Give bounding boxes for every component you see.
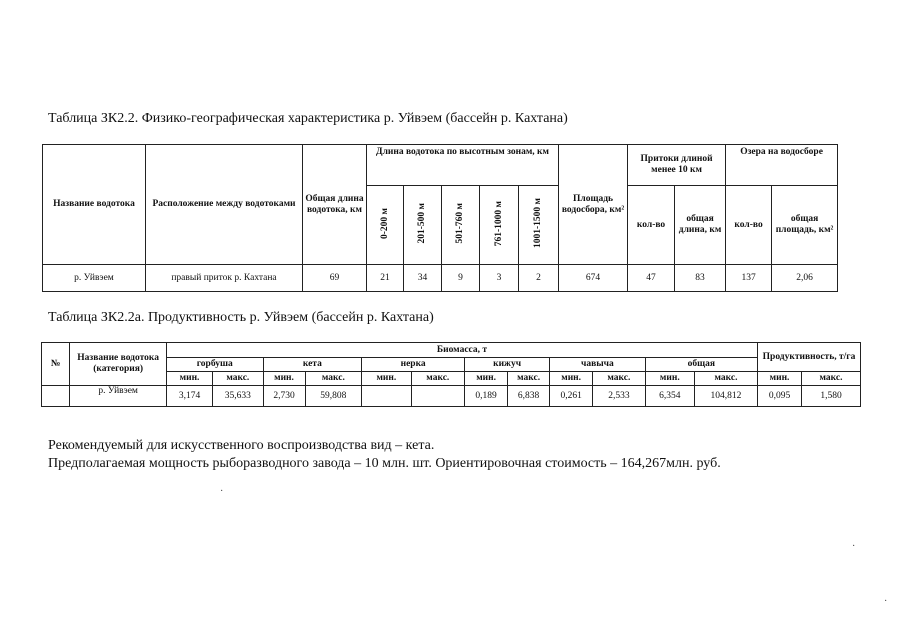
cell-zone-2: 34 xyxy=(404,265,442,292)
cell-zone-3: 9 xyxy=(442,265,480,292)
cell-name: р. Уйвэем xyxy=(70,386,167,407)
cell-trib-count: 47 xyxy=(628,265,675,292)
header-name: Название водотока (категория) xyxy=(70,343,167,386)
header-zone-1: 0-200 м xyxy=(367,186,404,265)
header-species-total: общая xyxy=(645,358,757,372)
capacity-cost-text: Предполагаемая мощность рыборазводного завода – 10 млн. шт. Ориентировочная стоимость – 164,267млн. руб. xyxy=(48,456,721,471)
header-lakes: Озера на водосборе xyxy=(726,145,838,186)
cell-value: 6,354 xyxy=(645,386,694,407)
physical-geography-table xyxy=(42,144,838,292)
cell-value: 3,174 xyxy=(166,386,212,407)
cell-total-length: 69 xyxy=(303,265,367,292)
header-species-chinook: чавыча xyxy=(550,358,646,372)
cell-value: 2,533 xyxy=(593,386,645,407)
table2-caption: Таблица ЗК2.2а. Продуктивность р. Уйвэем (бассейн р. Кахтана) xyxy=(48,310,434,325)
header-trib-length: общая длина, км xyxy=(675,186,726,265)
scan-speck: · xyxy=(852,541,856,552)
cell-name: р. Уйвэем xyxy=(43,265,146,292)
cell-value xyxy=(411,386,465,407)
header-zone-5: 1001-1500 м xyxy=(519,186,559,265)
table1-caption: Таблица ЗК2.2. Физико-географическая характеристика р. Уйвэем (бассейн р. Кахтана) xyxy=(48,111,568,126)
scan-speck: · xyxy=(220,486,224,497)
header-min: мин. xyxy=(645,372,694,386)
header-total-length: Общая длина водотока, км xyxy=(303,145,367,265)
header-min: мин. xyxy=(465,372,508,386)
header-min: мин. xyxy=(166,372,212,386)
header-zone-2: 201-500 м xyxy=(404,186,442,265)
cell-area: 674 xyxy=(559,265,628,292)
header-location: Расположение между водотоками xyxy=(146,145,303,265)
cell-value: 1,580 xyxy=(802,386,861,407)
header-max: макс. xyxy=(305,372,362,386)
header-productivity: Продуктивность, т/га xyxy=(757,343,860,372)
cell-trib-length: 83 xyxy=(675,265,726,292)
header-tributaries: Притоки длиной менее 10 км xyxy=(628,145,726,186)
header-lake-area: общая площадь, км² xyxy=(772,186,838,265)
header-length-by-zones: Длина водотока по высотным зонам, км xyxy=(367,145,559,186)
header-max: макс. xyxy=(213,372,263,386)
header-max: макс. xyxy=(508,372,550,386)
cell-value: 0,189 xyxy=(465,386,508,407)
header-trib-count: кол-во xyxy=(628,186,675,265)
header-max: макс. xyxy=(593,372,645,386)
header-lake-count: кол-во xyxy=(726,186,772,265)
cell-value: 59,808 xyxy=(305,386,362,407)
cell-lake-area: 2,06 xyxy=(772,265,838,292)
header-max: макс. xyxy=(802,372,861,386)
header-min: мин. xyxy=(263,372,305,386)
header-area: Площадь водосбора, км² xyxy=(559,145,628,265)
productivity-table xyxy=(41,342,861,407)
header-species-chum: кета xyxy=(263,358,362,372)
header-num: № xyxy=(42,343,70,386)
table-row xyxy=(43,265,838,292)
cell-lake-count: 137 xyxy=(726,265,772,292)
header-biomass: Биомасса, т xyxy=(166,343,757,358)
header-zone-3: 501-760 м xyxy=(442,186,480,265)
header-zone-4: 761-1000 м xyxy=(480,186,519,265)
cell-value: 0,261 xyxy=(550,386,593,407)
cell-value: 6,838 xyxy=(508,386,550,407)
table-row xyxy=(42,386,861,407)
scan-speck: · xyxy=(884,596,888,607)
cell-zone-1: 21 xyxy=(367,265,404,292)
cell-value: 2,730 xyxy=(263,386,305,407)
cell-num xyxy=(42,386,70,407)
header-species-pink: горбуша xyxy=(166,358,263,372)
header-max: макс. xyxy=(411,372,465,386)
header-min: мин. xyxy=(757,372,801,386)
cell-value xyxy=(362,386,411,407)
header-min: мин. xyxy=(550,372,593,386)
cell-location: правый приток р. Кахтана xyxy=(146,265,303,292)
cell-value: 104,812 xyxy=(694,386,757,407)
header-min: мин. xyxy=(362,372,411,386)
cell-value: 0,095 xyxy=(757,386,801,407)
header-name: Название водотока xyxy=(43,145,146,265)
header-max: макс. xyxy=(694,372,757,386)
recommendation-text: Рекомендуемый для искусственного воспроизводства вид – кета. xyxy=(48,438,435,453)
cell-zone-4: 3 xyxy=(480,265,519,292)
header-species-coho: кижуч xyxy=(465,358,550,372)
cell-zone-5: 2 xyxy=(519,265,559,292)
header-species-sockeye: нерка xyxy=(362,358,465,372)
cell-value: 35,633 xyxy=(213,386,263,407)
